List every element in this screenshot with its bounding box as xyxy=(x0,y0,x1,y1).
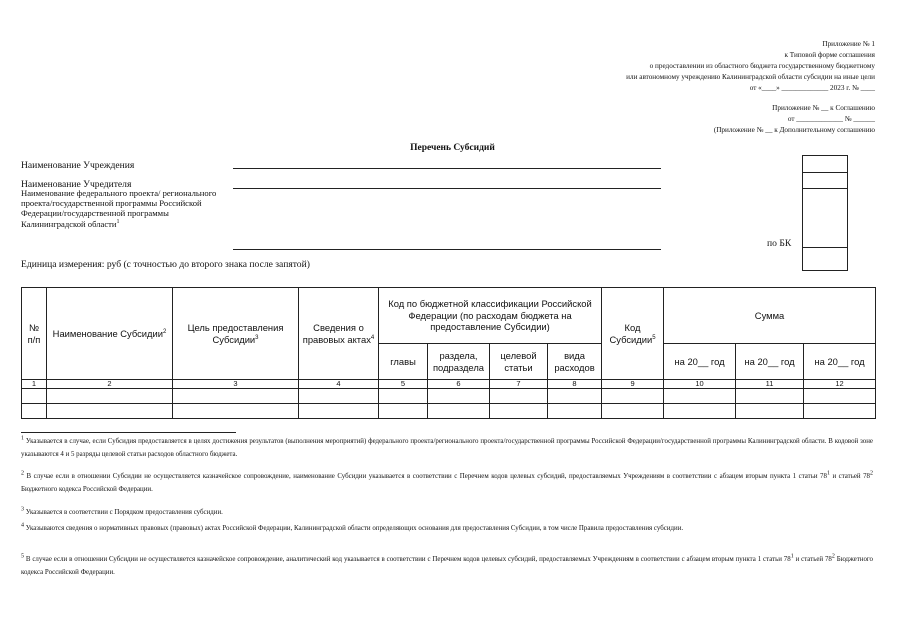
project-line xyxy=(233,249,661,250)
header-line: Приложение № __ к Соглашению xyxy=(772,104,875,112)
codes-box xyxy=(802,155,848,271)
header-line: (Приложение № __ к Дополнительному соглашению xyxy=(713,126,875,134)
unit-label: Единица измерения: руб (с точностью до второго знака после запятой) xyxy=(21,259,310,270)
col-name: Наименование Субсидии$^2$ xyxy=(47,288,173,380)
header-agreement-block xyxy=(714,103,875,136)
col-kbk-vida: вида расходов xyxy=(548,344,602,380)
project-label: Наименование федерального проекта/ регионального проекта/государственной программы Российской Федерации/государственной программы Калининградской области$^1$ xyxy=(21,188,217,229)
footnote-3: $^3$ Указывается в соответствии с Порядком предоставления субсидии. xyxy=(21,506,223,516)
header-line: Приложение № 1 xyxy=(822,40,875,48)
col-year-3: на 20__ год xyxy=(804,344,876,380)
table-row xyxy=(22,404,876,419)
col-acts: Сведения о правовых актах$^4$ xyxy=(299,288,379,380)
subsidies-table xyxy=(21,287,876,419)
footnote-4: $^4$ Указываются сведения о нормативных правовых (правовых) актах Российской Федерации, Калининградской области определяющих основания для предоставления Субсидии, в том числе Правила предоставления субсидии. xyxy=(21,522,684,532)
header-appendix-block xyxy=(626,39,875,94)
founder-line xyxy=(233,188,661,189)
bk-label: по БК xyxy=(767,238,792,249)
col-kbk-glava: главы xyxy=(379,344,428,380)
institution-label: Наименование Учреждения xyxy=(21,160,135,171)
col-sum: Сумма xyxy=(664,288,876,344)
col-kbk: Код по бюджетной классификации Российской Федерации (по расходам бюджета на предоставление Субсидии) xyxy=(379,288,602,344)
col-goal: Цель предоставления Субсидии$^3$ xyxy=(173,288,299,380)
header-line: о предоставлении из областного бюджета государственному бюджетному xyxy=(649,62,875,70)
page-title: Перечень Субсидий xyxy=(410,143,495,153)
founder-label: Наименование Учредителя xyxy=(21,179,132,190)
col-year-1: на 20__ год xyxy=(664,344,736,380)
column-numbers-row: 1 2 3 4 5 6 7 8 9 10 11 12 xyxy=(22,380,876,389)
footnote-1: $^1$ Указывается в случае, если Субсидия предоставляется в целях достижения результатов (выполнения мероприятий) федерального проекта/регионального проекта/государственной программы Российской Федерации/государственной программы Калининградской области. В кодовой зоне указываются 4 и 5 разряды целевой статьи расходов областного бюджета. xyxy=(21,435,873,458)
header-line: от «____» _____________ 2023 г. № ____ xyxy=(749,84,875,92)
institution-line xyxy=(233,168,661,169)
header-line: или автономному учреждению Калининградской области субсидии на иные цели xyxy=(626,73,875,81)
col-kbk-stati: целевой статьи xyxy=(490,344,548,380)
table-row xyxy=(22,389,876,404)
col-num: № п/п xyxy=(22,288,47,380)
col-kbk-razdel: раздела, подраздела xyxy=(428,344,490,380)
footnote-separator xyxy=(21,432,236,433)
header-line: к Типовой форме соглашения xyxy=(784,51,875,59)
header-line: от _____________ № ______ xyxy=(787,115,875,123)
footnote-5: $^5$ В случае если в отношении Субсидии не осуществляется казначейское сопровождение, аналитический код указывается в соответствии с Перечнем кодов целевых субсидий, предоставляемых Учреждениям в соответствии с абзацем вторым пункта 1 статьи $78^1$ и статьей $78^2$ Бюджетного кодекса Российской Федерации. xyxy=(21,553,873,576)
col-code: Код Субсидии$^5$ xyxy=(602,288,664,380)
footnote-2: $^2$ В случае если в отношении Субсидии не осуществляется казначейское сопровождение, наименование Субсидии указывается в соответствии с Перечнем кодов целевых субсидий, предоставляемых Учреждениям в соответствии с абзацем вторым пункта 1 статьи $78^1$ и статьей $78^2$ Бюджетного кодекса Российской Федерации. xyxy=(21,470,873,493)
col-year-2: на 20__ год xyxy=(736,344,804,380)
